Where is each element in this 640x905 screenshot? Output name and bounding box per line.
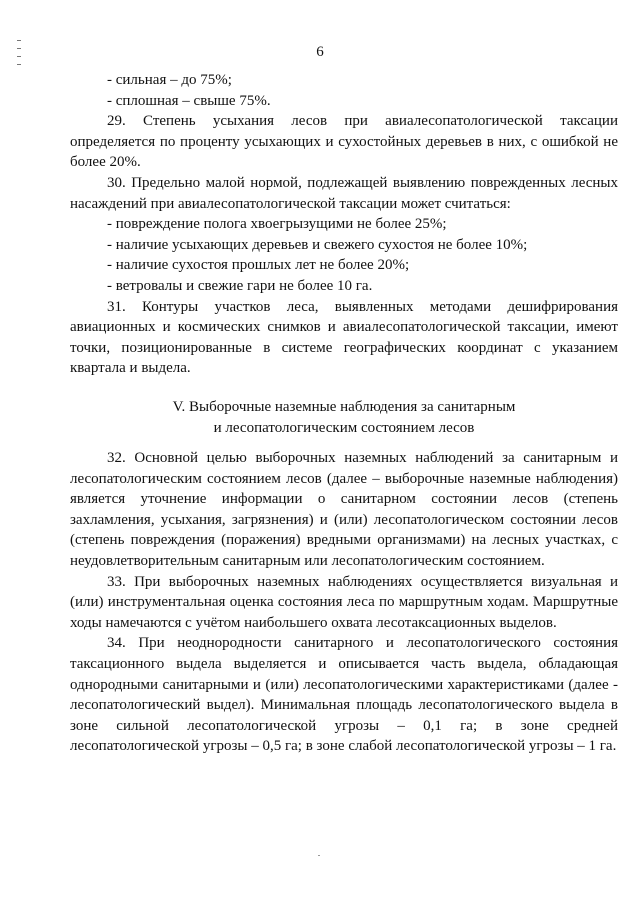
document-body (70, 70, 618, 757)
list-item: - наличие сухостоя прошлых лет не более 20%; (107, 257, 410, 274)
paragraph-33: 33. При выборочных наземных наблюдениях осуществляется визуальная и (или) инструментальная оценка состояния леса по маршрутным ходам. Маршрутные ходы намечаются с учётом наибольшего охвата лесотаксационных выделов. (70, 573, 618, 631)
list-item: - наличие усыхающих деревьев и свежего сухостоя не более 10%; (107, 236, 528, 253)
paragraph-29: 29. Степень усыхания лесов при авиалесопатологической таксации определяется по проценту усыхающих и сухостойных деревьев в них, с ошибкой не более 20%. (70, 113, 618, 171)
list-item: - сплошная – свыше 75%. (107, 92, 271, 109)
paragraph-31: 31. Контуры участков леса, выявленных методами дешифрирования авиационных и космических снимков и авиалесопатологической таксации, имеют точки, позиционированные в системе географических координат с указанием квартала и выдела. (70, 298, 618, 377)
paragraph-30: 30. Предельно малой нормой, подлежащей выявлению поврежденных лесных насаждений при авиалесопатологической таксации может считаться: (70, 174, 618, 212)
paragraph-34: 34. При неоднородности санитарного и лесопатологического состояния таксационного выдела выделяется и описывается часть выдела, обладающая однородными санитарными и (или) лесопатологическими характеристиками (далее - лесопатологический выдел). Минимальная площадь лесопатологического выдела в зоне сильной лесопатологической угрозы – 0,1 га; в зоне средней лесопатологической угрозы – 0,5 га; в зоне слабой лесопатологической угрозы – 1 га. (70, 635, 618, 755)
scan-speck (318, 855, 320, 856)
list-item: - повреждение полога хвоегрызущими не более 25%; (107, 216, 447, 233)
paragraph-32: 32. Основной целью выборочных наземных наблюдений за санитарным и лесопатологическим состоянием лесов (далее – выборочные наземные наблюдения) является уточнение информации о санитарном состоянии лесов (степень захламления, усыхания, загрязнения) и (или) лесопатологическом состоянии лесов (степень повреждения (поражения) вредными организмами) на лесных участках, с неудовлетворительным санитарным или лесопатологическим состоянием. (70, 450, 618, 570)
section-heading-line-1: V. Выборочные наземные наблюдения за санитарным (172, 398, 516, 415)
list-item: - ветровалы и свежие гари не более 10 га. (107, 277, 373, 294)
list-item: - сильная – до 75%; (107, 72, 232, 88)
section-heading (70, 397, 618, 438)
page-number: 6 (316, 44, 324, 60)
section-heading-line-2: и лесопатологическим состоянием лесов (213, 419, 475, 436)
